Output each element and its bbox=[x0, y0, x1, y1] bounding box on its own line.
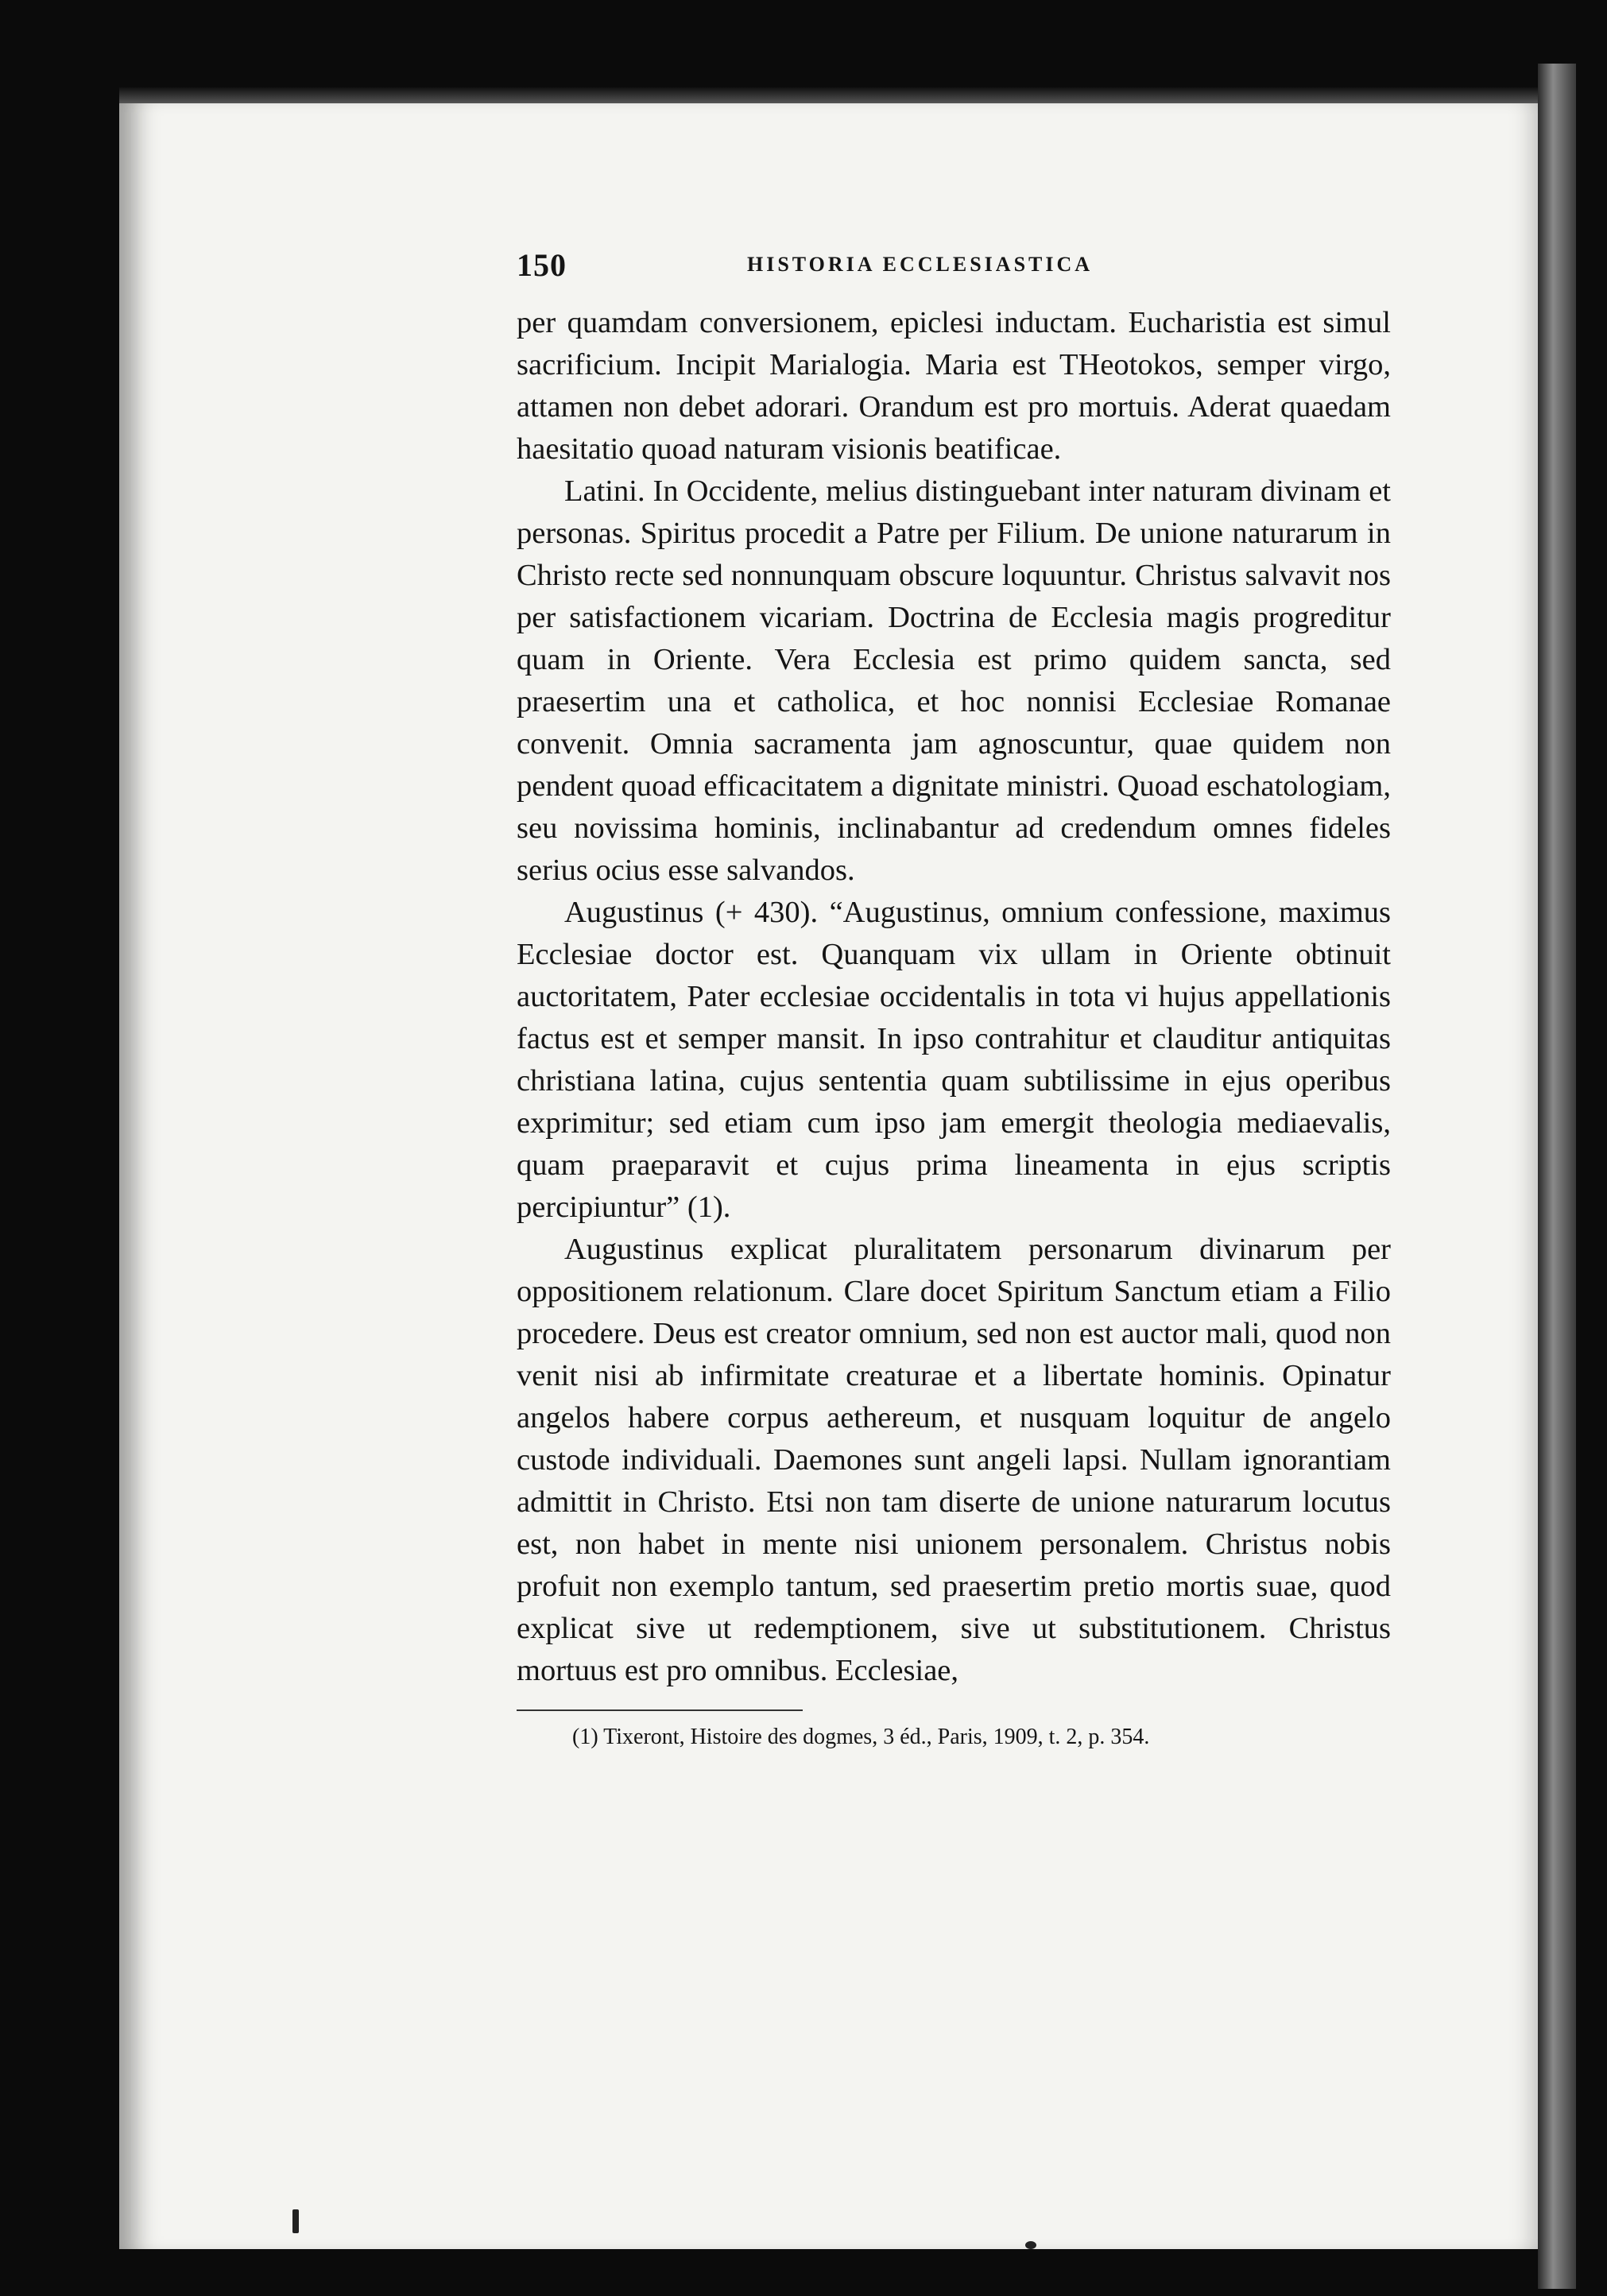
page-right-edge bbox=[1538, 64, 1576, 2289]
running-title: HISTORIA ECCLESIASTICA bbox=[747, 253, 1094, 276]
paragraph-augustinus-quote: Augustinus (+ 430). “Augustinus, omnium confessione, maximus Ecclesiae doctor est. Quanquam vix ullam in Oriente obtinuit auctoritatem, Pater ecclesiae occidentalis in tota vi hujus appellationis factus est et semper mansit. In ipso contrahitur et clauditur antiquitas christiana latina, cujus sententia quam subtilissime in ejus operibus exprimitur; sed etiam cum ipso jam emergit theologia mediaevalis, quam praeparavit et cujus prima lineamenta in ejus scriptis percipiuntur” (1). bbox=[517, 896, 1391, 1224]
running-head bbox=[517, 246, 1391, 302]
paragraph-augustinus-doctrine: Augustinus explicat pluralitatem personarum divinarum per oppositionem relationum. Clare docet Spiritum Sanctum etiam a Filio procedere. Deus est creator omnium, sed non est auctor mali, quod non venit nisi ab infirmitate creaturae et a libertate hominis. Opinatur angelos habere corpus aethereum, et nusquam loquitur de angelo custode individuali. Daemones sunt angeli lapsi. Nullam ignorantiam admittit in Christo. Etsi non tam diserte de unione naturarum locutus est, non habet in mente nisi unionem personalem. Christus nobis profuit non exemplo tantum, sed praesertim pretio mortis suae, quod explicat sive ut redemptionem, sive ut substitutionem. Christus mortuus est pro omnibus. Ecclesiae, bbox=[517, 1233, 1391, 1687]
text-block bbox=[517, 246, 1391, 1775]
scan-speck bbox=[292, 2209, 299, 2233]
scan-speck bbox=[1025, 2241, 1036, 2249]
footnote: (1) Tixeront, Histoire des dogmes, 3 éd., Paris, 1909, t. 2, p. 354. bbox=[572, 1725, 1150, 1749]
page-number: 150 bbox=[517, 247, 567, 283]
footnote-rule bbox=[517, 1709, 803, 1711]
paragraph-latini: Latini. In Occidente, melius distinguebant inter naturam divinam et personas. Spiritus procedit a Patre per Filium. De unione naturarum in Christo recte sed nonnunquam obscure loquuntur. Christus salvavit nos per satisfactionem vicariam. Doctrina de Ecclesia magis progreditur quam in Oriente. Vera Ecclesia est primo quidem sancta, sed praesertim una et catholica, et hoc nonnisi Ecclesiae Romanae convenit. Omnia sacramenta jam agnoscuntur, quae quidem non pendent quoad efficacitatem a dignitate ministri. Quoad eschatologiam, seu novissima hominis, inclinabantur ad credendum omnes fideles serius ocius esse salvandos. bbox=[517, 474, 1391, 887]
paragraph-1: per quamdam conversionem, epiclesi inductam. Eucharistia est simul sacrificium. Incipit Marialogia. Maria est THeotokos, semper virgo, attamen non debet adorari. Orandum est pro mortuis. Aderat quaedam haesitatio quoad naturam visionis beatificae. bbox=[517, 306, 1391, 466]
body-text bbox=[517, 302, 1391, 1692]
